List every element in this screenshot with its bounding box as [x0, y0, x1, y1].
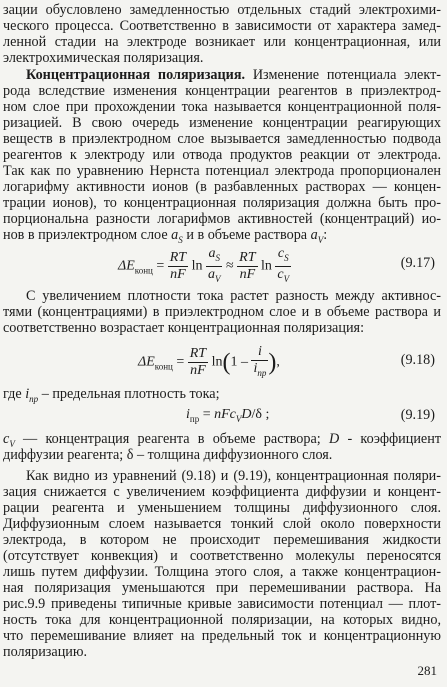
text-span: Изменение потенциала элект- [252, 67, 441, 83]
math-inline: $a_S$ [171, 227, 183, 245]
text-line: поляризацию. [3, 644, 88, 660]
equation-number: (9.17) [400, 255, 435, 271]
text-span: нов в приэлектродном слое [3, 227, 168, 243]
text-line: рода вследствие изменения концентрации реагентов в приэлектрод- [3, 83, 441, 99]
equation-9-19: $i_{пр} = nFc_VD/\delta$ ; [186, 407, 270, 424]
equation-9-18: $\Delta E_{конц}$ = $\frac{RT}{nF}$ ln(1 – $\frac{i}{i_{пр}}$ ), [138, 344, 280, 378]
text-line [3, 386, 441, 407]
equation-number: (9.18) [400, 352, 435, 368]
text-line: Так как по уравнению Нернста потенциал электрода пропорционален [3, 163, 441, 179]
math-inline: D [328, 431, 340, 447]
text-line: диффузии реагента; δ – толщина диффузионного слоя. [3, 447, 333, 463]
text-line [26, 67, 441, 83]
text-line: ном слое при прохождении тока называется концентрационной поля- [3, 99, 441, 115]
equation-number: (9.19) [400, 407, 435, 423]
text-line: электрода, в котором не происходит перемешивания жидкости [3, 532, 441, 548]
text-line: реагентов к электроду или отвода продуктов реакции от электрода. [3, 147, 441, 163]
text-line: ленной стадии на электроде возникает или концентрационная, или [3, 34, 441, 50]
text-line: ческого процесса. Соответственно в зависимости от характера замед- [3, 18, 441, 34]
text-line: рис.9.9 приведены типичные кривые зависимости потенциал — плот- [3, 596, 441, 612]
text-span: где [3, 386, 22, 402]
text-line: электрохимическая поляризация. [3, 50, 204, 66]
text-line: зации обусловлено замедленностью отдельных стадий электрохими- [3, 2, 441, 18]
text-line: ризацией. В свою очередь изменение концентрации реагирующих [3, 115, 441, 131]
text-line: Диффузионным слоем называется тонкий слой около поверхности [3, 516, 441, 532]
text-line: С увеличением плотности тока растет разность между активнос- [26, 288, 441, 304]
text-line: лишь путем диффузии. Толщина этого слоя, а также концентрацион- [3, 564, 441, 580]
text-line: ная поляризация уменьшаются при перемешивании раствора. На [3, 580, 441, 596]
math-inline: $i_{пр}$ [25, 386, 39, 404]
text-line: что перемешивание влияет на предельный ток и концентрационную [3, 628, 441, 644]
text-line: рации реагента и уменьшением толщины диффузионного слоя. [3, 500, 441, 516]
text-line: трации ионов), то концентрационная поляризация должна быть про- [3, 195, 441, 211]
text-span: - коэффициент [347, 431, 441, 447]
math-inline: $a_V$ [310, 227, 324, 245]
text-line: (отсутствует конвекция) и соответственно молекулы переносятся [3, 548, 441, 564]
text-line: ность тока для концентрационной поляризации, на которых видно, [3, 612, 441, 628]
text-line: соответственно возрастает концентрационная поляризация: [3, 320, 365, 336]
section-heading: Концентрационная поляризация. [26, 67, 246, 83]
text-line: логарифму активности ионов (в разбавленных растворах — концен- [3, 179, 441, 195]
text-line: порциональна разности логарифмов активностей (концентраций) ио- [3, 211, 441, 227]
text-line: зация снижается с увеличением коэффициента диффузии и концент- [3, 484, 441, 500]
equation-9-17: $\Delta E_{конц}$ = $\frac{RT}{nF}$ ln $\frac{a_S}{a_V}$ ≈ $\frac{RT}{nF}$ ln $\frac{c_S}{c_V}$ [118, 246, 290, 284]
text-line: веществ в приэлектродном слое вызывается замедленностью подвода [3, 131, 441, 147]
math-inline: $c_V$ [3, 431, 15, 449]
text-span: и в объеме раствора [186, 227, 308, 243]
page-number: 281 [417, 663, 437, 678]
text-line: нов в приэлектродном слое $a_S$ и в объеме раствора $a_V$: [3, 227, 328, 245]
text-line: тями (концентрациями) в приэлектродном слое и в объеме раствора и [3, 304, 441, 320]
text-span: — концентрация реагента в объеме раствора; [23, 431, 321, 447]
text-span: – предельная плотность тока; [41, 386, 220, 402]
text-line: Как видно из уравнений (9.18) и (9.19), концентрационная поляри- [26, 468, 441, 484]
